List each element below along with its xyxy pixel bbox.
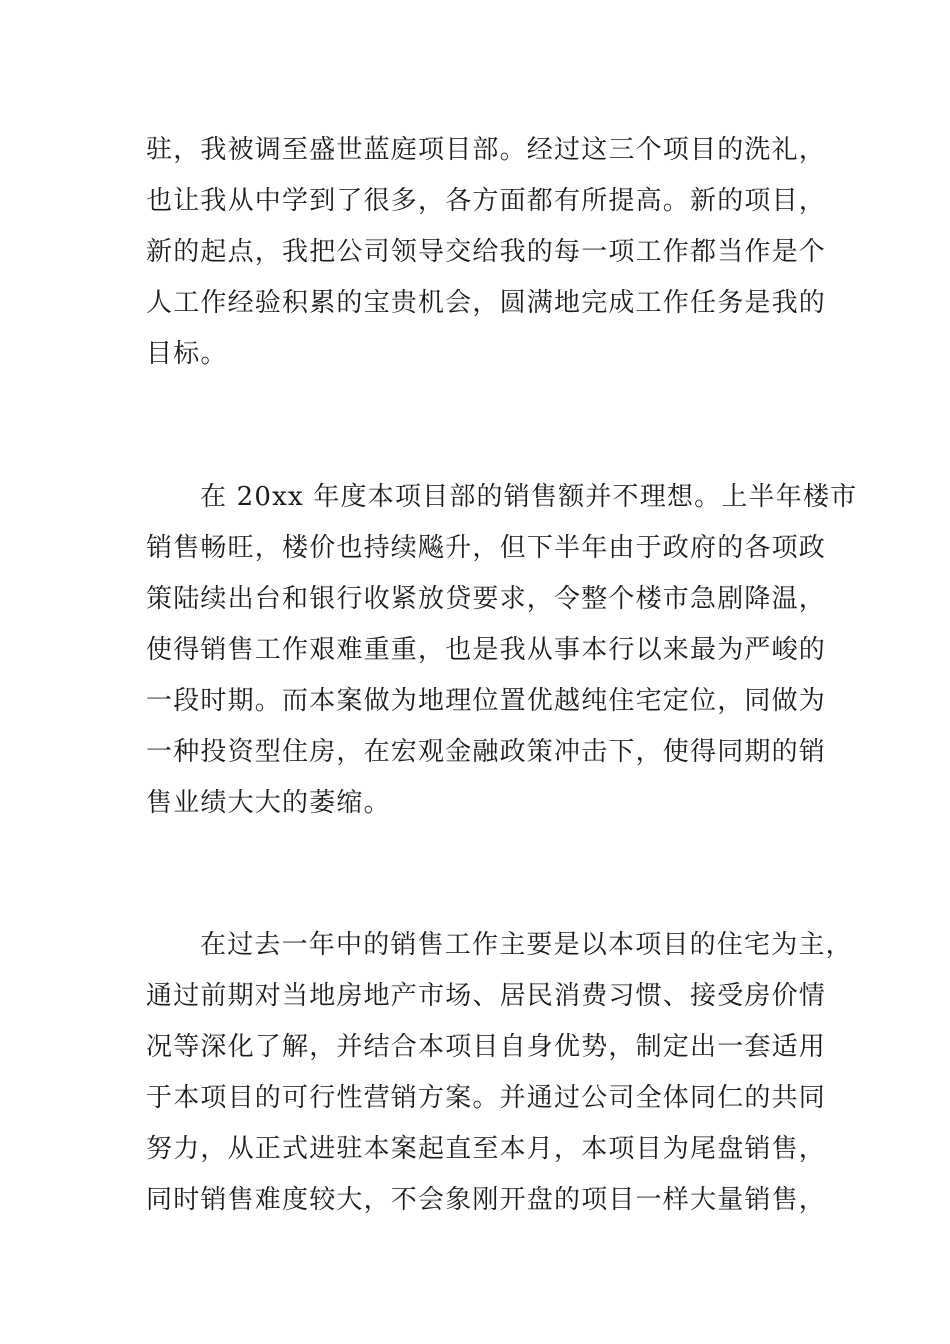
text-line: 通过前期对当地房地产市场、居民消费习惯、接受房价情 — [146, 981, 827, 1011]
text-line: 努力，从正式进驻本案起直至本月，本项目为尾盘销售， — [146, 1134, 827, 1164]
text-line: 策陆续出台和银行收紧放贷要求，令整个楼市急剧降温， — [146, 584, 827, 614]
text-line: 一种投资型住房，在宏观金融政策冲击下，使得同期的销 — [146, 737, 827, 767]
text-line: 况等深化了解，并结合本项目自身优势，制定出一套适用 — [146, 1032, 827, 1062]
text-line: 在过去一年中的销售工作主要是以本项目的住宅为主， — [200, 930, 853, 960]
text-line: 新的起点，我把公司领导交给我的每一项工作都当作是个 — [146, 237, 827, 267]
text-line: 使得销售工作艰难重重，也是我从事本行以来最为严峻的 — [146, 635, 827, 665]
paragraph-3 — [146, 920, 853, 1226]
text-line: 销售畅旺，楼价也持续飚升，但下半年由于政府的各项政 — [146, 533, 827, 563]
text-line: 人工作经验积累的宝贵机会，圆满地完成工作任务是我的 — [146, 288, 827, 318]
text-line: 在 20xx 年度本项目部的销售额并不理想。上半年楼市 — [200, 482, 858, 512]
text-line: 也让我从中学到了很多，各方面都有所提高。新的项目， — [146, 186, 827, 216]
text-line: 于本项目的可行性营销方案。并通过公司全体同仁的共同 — [146, 1083, 827, 1113]
paragraph-1 — [146, 125, 827, 380]
paragraph-2 — [146, 472, 858, 829]
text-line: 驻，我被调至盛世蓝庭项目部。经过这三个项目的洗礼， — [146, 135, 827, 165]
text-line: 售业绩大大的萎缩。 — [146, 788, 391, 818]
text-line: 目标。 — [146, 339, 228, 369]
text-line: 同时销售难度较大，不会象刚开盘的项目一样大量销售， — [146, 1185, 827, 1215]
text-line: 一段时期。而本案做为地理位置优越纯住宅定位，同做为 — [146, 686, 827, 716]
